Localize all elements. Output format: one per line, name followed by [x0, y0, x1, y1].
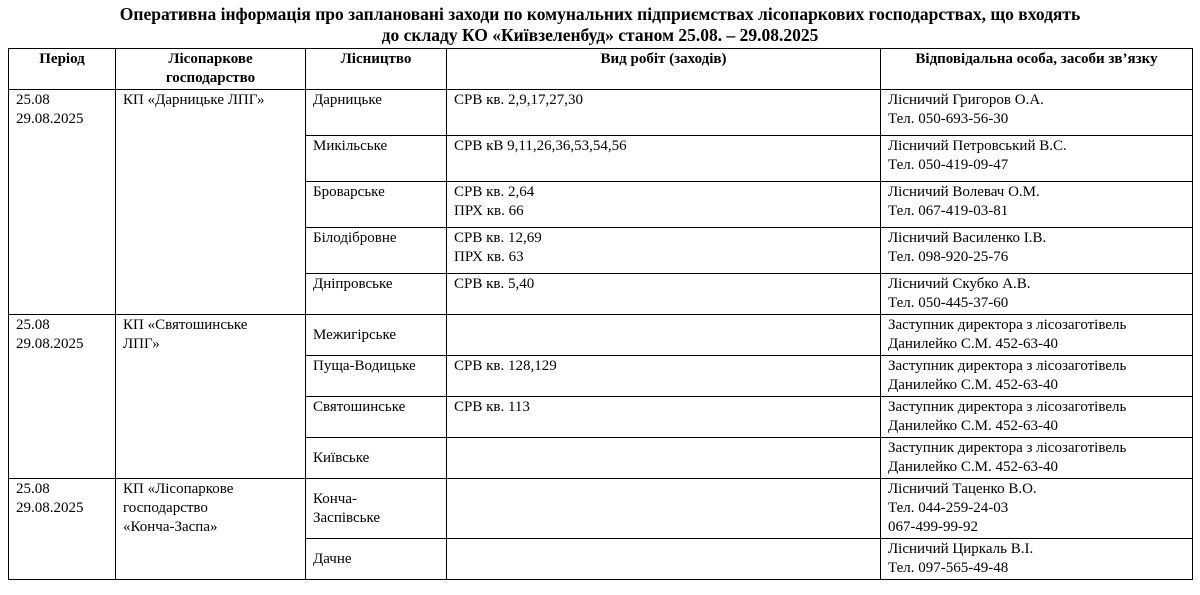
responsible-cell-line: Лісничий Волевач О.М.: [888, 184, 1040, 200]
forestry-cell: [306, 356, 447, 397]
responsible-cell-line: Данилейко С.М. 452-63-40: [888, 377, 1058, 393]
period-date: 25.08: [16, 92, 50, 108]
period-cell: [9, 90, 116, 315]
works-cell-line: ПРХ кв. 63: [454, 249, 524, 265]
responsible-cell: [881, 438, 1193, 479]
header-forestry: Лісництво: [306, 49, 447, 90]
title-line-2: до складу КО «Київзеленбуд» станом 25.08. – 29.08.2025: [381, 25, 819, 45]
responsible-cell-line: Данилейко С.М. 452-63-40: [888, 459, 1058, 475]
works-cell-line: СРВ кв. 5,40: [454, 276, 535, 292]
forest-park-cell-line: ЛПГ»: [123, 336, 160, 352]
period-date: 29.08.2025: [16, 500, 84, 516]
works-cell: [447, 438, 881, 479]
forest-park-cell-line: КП «Святошинське: [123, 317, 248, 333]
responsible-cell-line: Данилейко С.М. 452-63-40: [888, 336, 1058, 352]
works-cell: [447, 397, 881, 438]
header-period: Період: [9, 49, 116, 90]
period-date: 29.08.2025: [16, 111, 84, 127]
works-cell-line: ПРХ кв. 66: [454, 203, 524, 219]
forestry-cell-line: Микільське: [313, 138, 388, 154]
responsible-cell-line: Заступник директора з лісозаготівель: [888, 440, 1127, 456]
responsible-cell-line: Лісничий Скубко А.В.: [888, 276, 1031, 292]
forestry-cell-line: Білодібровне: [313, 230, 397, 246]
works-cell-line: СРВ кв. 113: [454, 399, 530, 415]
responsible-cell: [881, 90, 1193, 136]
period-cell: [9, 315, 116, 479]
responsible-cell-line: Тел. 098-920-25-76: [888, 249, 1009, 265]
works-cell: [447, 182, 881, 228]
forestry-cell-line: Дарницьке: [313, 92, 382, 108]
responsible-cell-line: Тел. 044-259-24-03: [888, 500, 1009, 516]
forestry-cell-line: Дачне: [313, 550, 352, 567]
forestry-cell-line: Броварське: [313, 184, 385, 200]
works-cell-line: СРВ кв. 12,69: [454, 230, 542, 246]
forestry-cell: [306, 315, 447, 356]
forestry-cell: [306, 228, 447, 274]
works-cell: [447, 539, 881, 580]
responsible-cell-line: Заступник директора з лісозаготівель: [888, 399, 1127, 415]
responsible-cell-line: 067-499-99-92: [888, 519, 978, 535]
responsible-cell-line: Данилейко С.М. 452-63-40: [888, 418, 1058, 434]
forestry-cell: [306, 182, 447, 228]
responsible-cell-line: Лісничий Циркаль В.І.: [888, 541, 1034, 557]
responsible-cell: [881, 315, 1193, 356]
responsible-cell-line: Заступник директора з лісозаготівель: [888, 358, 1127, 374]
responsible-cell: [881, 274, 1193, 315]
forest-park-cell-line: господарство: [123, 500, 208, 516]
forestry-cell-line: Межигірське: [313, 326, 397, 343]
period-date: 25.08: [16, 481, 50, 497]
forestry-cell-line: Київське: [313, 449, 370, 466]
forestry-cell-line: Заспівське: [313, 509, 381, 526]
works-cell: [447, 136, 881, 182]
works-cell-line: СРВ кв. 128,129: [454, 358, 557, 374]
forest-park-cell: [116, 479, 306, 580]
forest-park-cell-line: КП «Дарницьке ЛПГ»: [123, 92, 265, 108]
forestry-cell-line: Конча-: [313, 490, 357, 507]
responsible-cell-line: Лісничий Григоров О.А.: [888, 92, 1044, 108]
works-cell-line: СРВ кВ 9,11,26,36,53,54,56: [454, 138, 627, 154]
works-cell-line: СРВ кв. 2,9,17,27,30: [454, 92, 583, 108]
responsible-cell: [881, 136, 1193, 182]
responsible-cell-line: Лісничий Василенко І.В.: [888, 230, 1047, 246]
schedule-table: [8, 48, 1193, 580]
responsible-cell-line: Заступник директора з лісозаготівель: [888, 317, 1127, 333]
responsible-cell: [881, 397, 1193, 438]
forestry-cell: [306, 397, 447, 438]
forestry-cell: [306, 539, 447, 580]
responsible-cell-line: Тел. 097-565-49-48: [888, 560, 1009, 576]
responsible-cell-line: Тел. 050-419-09-47: [888, 157, 1009, 173]
forest-park-cell-line: КП «Лісопаркове: [123, 481, 234, 497]
responsible-cell-line: Тел. 050-445-37-60: [888, 295, 1009, 311]
forest-park-cell-line: «Конча-Заспа»: [123, 519, 218, 535]
forestry-cell: [306, 438, 447, 479]
period-cell: [9, 479, 116, 580]
table-row: [9, 479, 1193, 539]
responsible-cell-line: Тел. 050-693-56-30: [888, 111, 1009, 127]
forestry-cell-line: Пуща-Водицьке: [313, 358, 416, 374]
works-cell: [447, 479, 881, 539]
header-forest-park: Лісопаркове господарство: [116, 49, 306, 90]
responsible-cell: [881, 228, 1193, 274]
period-date: 25.08: [16, 317, 50, 333]
document-title: [0, 4, 1200, 46]
works-cell: [447, 315, 881, 356]
header-works: Вид робіт (заходів): [447, 49, 881, 90]
header-responsible: Відповідальна особа, засоби зв’язку: [881, 49, 1193, 90]
works-cell: [447, 228, 881, 274]
forestry-cell: [306, 136, 447, 182]
forestry-cell-line: Святошинське: [313, 399, 406, 415]
responsible-cell-line: Лісничий Петровський В.С.: [888, 138, 1067, 154]
works-cell-line: СРВ кв. 2,64: [454, 184, 535, 200]
forest-park-cell: [116, 90, 306, 315]
forestry-cell: [306, 274, 447, 315]
title-line-1: Оперативна інформація про заплановані заходи по комунальних підприємствах лісопаркових господарствах, що входять: [119, 4, 1081, 24]
forestry-cell-line: Дніпровське: [313, 276, 393, 292]
responsible-cell-line: Лісничий Таценко В.О.: [888, 481, 1037, 497]
period-date: 29.08.2025: [16, 336, 84, 352]
works-cell: [447, 90, 881, 136]
responsible-cell: [881, 539, 1193, 580]
forestry-cell: [306, 90, 447, 136]
responsible-cell: [881, 356, 1193, 397]
header-row: [9, 49, 1193, 90]
works-cell: [447, 356, 881, 397]
responsible-cell-line: Тел. 067-419-03-81: [888, 203, 1009, 219]
forestry-cell: [306, 479, 447, 539]
table-body: [9, 90, 1193, 580]
responsible-cell: [881, 479, 1193, 539]
table-row: [9, 315, 1193, 356]
forest-park-cell: [116, 315, 306, 479]
works-cell: [447, 274, 881, 315]
responsible-cell: [881, 182, 1193, 228]
table-row: [9, 90, 1193, 136]
